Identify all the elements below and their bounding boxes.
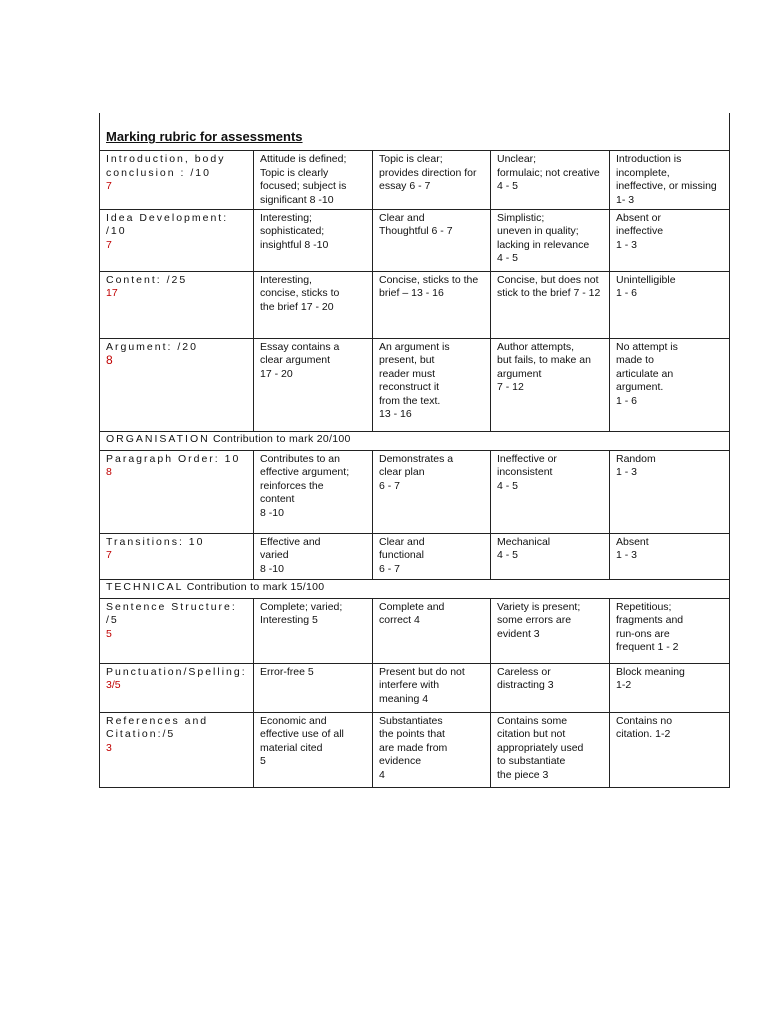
level-descriptor-4: Block meaning 1-2	[610, 664, 730, 713]
criterion-cell	[100, 664, 254, 713]
criterion-name: References and Citation:/5	[106, 715, 209, 741]
criterion-row	[100, 210, 730, 272]
rubric-body	[100, 113, 730, 788]
criterion-row	[100, 664, 730, 713]
level-descriptor-2: Demonstrates a clear plan 6 - 7	[373, 451, 491, 534]
awarded-score: 3/5	[106, 679, 121, 692]
level-descriptor-2: Concise, sticks to the brief – 13 - 16	[373, 272, 491, 339]
level-descriptor-1: Contributes to an effective argument; reinforces the content 8 -10	[254, 451, 373, 534]
level-descriptor-3: Careless or distracting 3	[491, 664, 610, 713]
level-descriptor-2: An argument is present, but reader must reconstruct it from the text. 13 - 16	[373, 339, 491, 432]
level-descriptor-1: Error-free 5	[254, 664, 373, 713]
section-header-row	[100, 580, 730, 599]
criterion-cell	[100, 210, 254, 272]
level-descriptor-3: Concise, but does not stick to the brief 7 - 12	[491, 272, 610, 339]
section-header-row	[100, 432, 730, 451]
level-descriptor-1: Attitude is defined; Topic is clearly focused; subject is significant 8 -10	[254, 151, 373, 210]
awarded-score: 7	[106, 549, 112, 562]
section-header	[100, 580, 730, 599]
level-descriptor-2: Clear and Thoughtful 6 - 7	[373, 210, 491, 272]
criterion-cell	[100, 151, 254, 210]
awarded-score: 8	[106, 353, 113, 368]
criterion-cell	[100, 451, 254, 534]
level-descriptor-2: Present but do not interfere with meaning 4	[373, 664, 491, 713]
level-descriptor-4: Random 1 - 3	[610, 451, 730, 534]
criterion-name: Paragraph Order: 10	[106, 453, 241, 466]
level-descriptor-2: Clear and functional 6 - 7	[373, 534, 491, 580]
criterion-cell	[100, 599, 254, 664]
awarded-score: 3	[106, 741, 112, 754]
level-descriptor-3: Contains some citation but not appropriately used to substantiate the piece 3	[491, 713, 610, 788]
criterion-cell	[100, 534, 254, 580]
criterion-name: Idea Development: /10	[106, 212, 229, 238]
section-prefix: TECHNICAL	[106, 581, 184, 594]
criterion-name: Introduction, body conclusion : /10	[106, 153, 226, 179]
criterion-row	[100, 272, 730, 339]
criterion-name: Argument: /20	[106, 341, 198, 354]
section-text: Contribution to mark 20/100	[209, 433, 351, 446]
criterion-name: Content: /25	[106, 274, 188, 287]
section-text: Contribution to mark 15/100	[183, 581, 325, 594]
level-descriptor-2: Substantiates the points that are made from evidence 4	[373, 713, 491, 788]
level-descriptor-4: Repetitious; fragments and run-ons are frequent 1 - 2	[610, 599, 730, 664]
title-row	[100, 113, 730, 151]
criterion-cell	[100, 272, 254, 339]
marking-rubric-table	[99, 113, 730, 788]
level-descriptor-1: Economic and effective use of all material cited 5	[254, 713, 373, 788]
level-descriptor-3: Simplistic; uneven in quality; lacking in relevance 4 - 5	[491, 210, 610, 272]
level-descriptor-3: Ineffective or inconsistent 4 - 5	[491, 451, 610, 534]
level-descriptor-1: Effective and varied 8 -10	[254, 534, 373, 580]
level-descriptor-1: Complete; varied; Interesting 5	[254, 599, 373, 664]
level-descriptor-4: Introduction is incomplete, ineffective, or missing 1- 3	[610, 151, 730, 210]
level-descriptor-3: Author attempts, but fails, to make an argument 7 - 12	[491, 339, 610, 432]
criterion-row	[100, 451, 730, 534]
level-descriptor-4: Absent 1 - 3	[610, 534, 730, 580]
criterion-name: Punctuation/Spelling:	[106, 666, 247, 679]
awarded-score: 17	[106, 287, 118, 300]
section-header	[100, 432, 730, 451]
criterion-row	[100, 534, 730, 580]
level-descriptor-4: Absent or ineffective 1 - 3	[610, 210, 730, 272]
awarded-score: 8	[106, 466, 112, 479]
level-descriptor-4: No attempt is made to articulate an argument. 1 - 6	[610, 339, 730, 432]
criterion-row	[100, 151, 730, 210]
page-title: Marking rubric for assessments	[106, 129, 303, 145]
level-descriptor-2: Topic is clear; provides direction for essay 6 - 7	[373, 151, 491, 210]
level-descriptor-3: Variety is present; some errors are evident 3	[491, 599, 610, 664]
awarded-score: 7	[106, 238, 112, 251]
criterion-row	[100, 599, 730, 664]
section-prefix: ORGANISATION	[106, 433, 210, 446]
level-descriptor-4: Contains no citation. 1-2	[610, 713, 730, 788]
criterion-cell	[100, 339, 254, 432]
level-descriptor-3: Mechanical 4 - 5	[491, 534, 610, 580]
title-cell	[100, 113, 730, 151]
criterion-name: Sentence Structure: /5	[106, 601, 237, 627]
level-descriptor-3: Unclear; formulaic; not creative 4 - 5	[491, 151, 610, 210]
criterion-cell	[100, 713, 254, 788]
criterion-row	[100, 713, 730, 788]
criterion-name: Transitions: 10	[106, 536, 205, 549]
level-descriptor-1: Interesting, concise, sticks to the brief 17 - 20	[254, 272, 373, 339]
level-descriptor-2: Complete and correct 4	[373, 599, 491, 664]
level-descriptor-1: Interesting; sophisticated; insightful 8 -10	[254, 210, 373, 272]
level-descriptor-4: Unintelligible 1 - 6	[610, 272, 730, 339]
criterion-row	[100, 339, 730, 432]
level-descriptor-1: Essay contains a clear argument 17 - 20	[254, 339, 373, 432]
awarded-score: 5	[106, 627, 112, 640]
awarded-score: 7	[106, 180, 112, 193]
